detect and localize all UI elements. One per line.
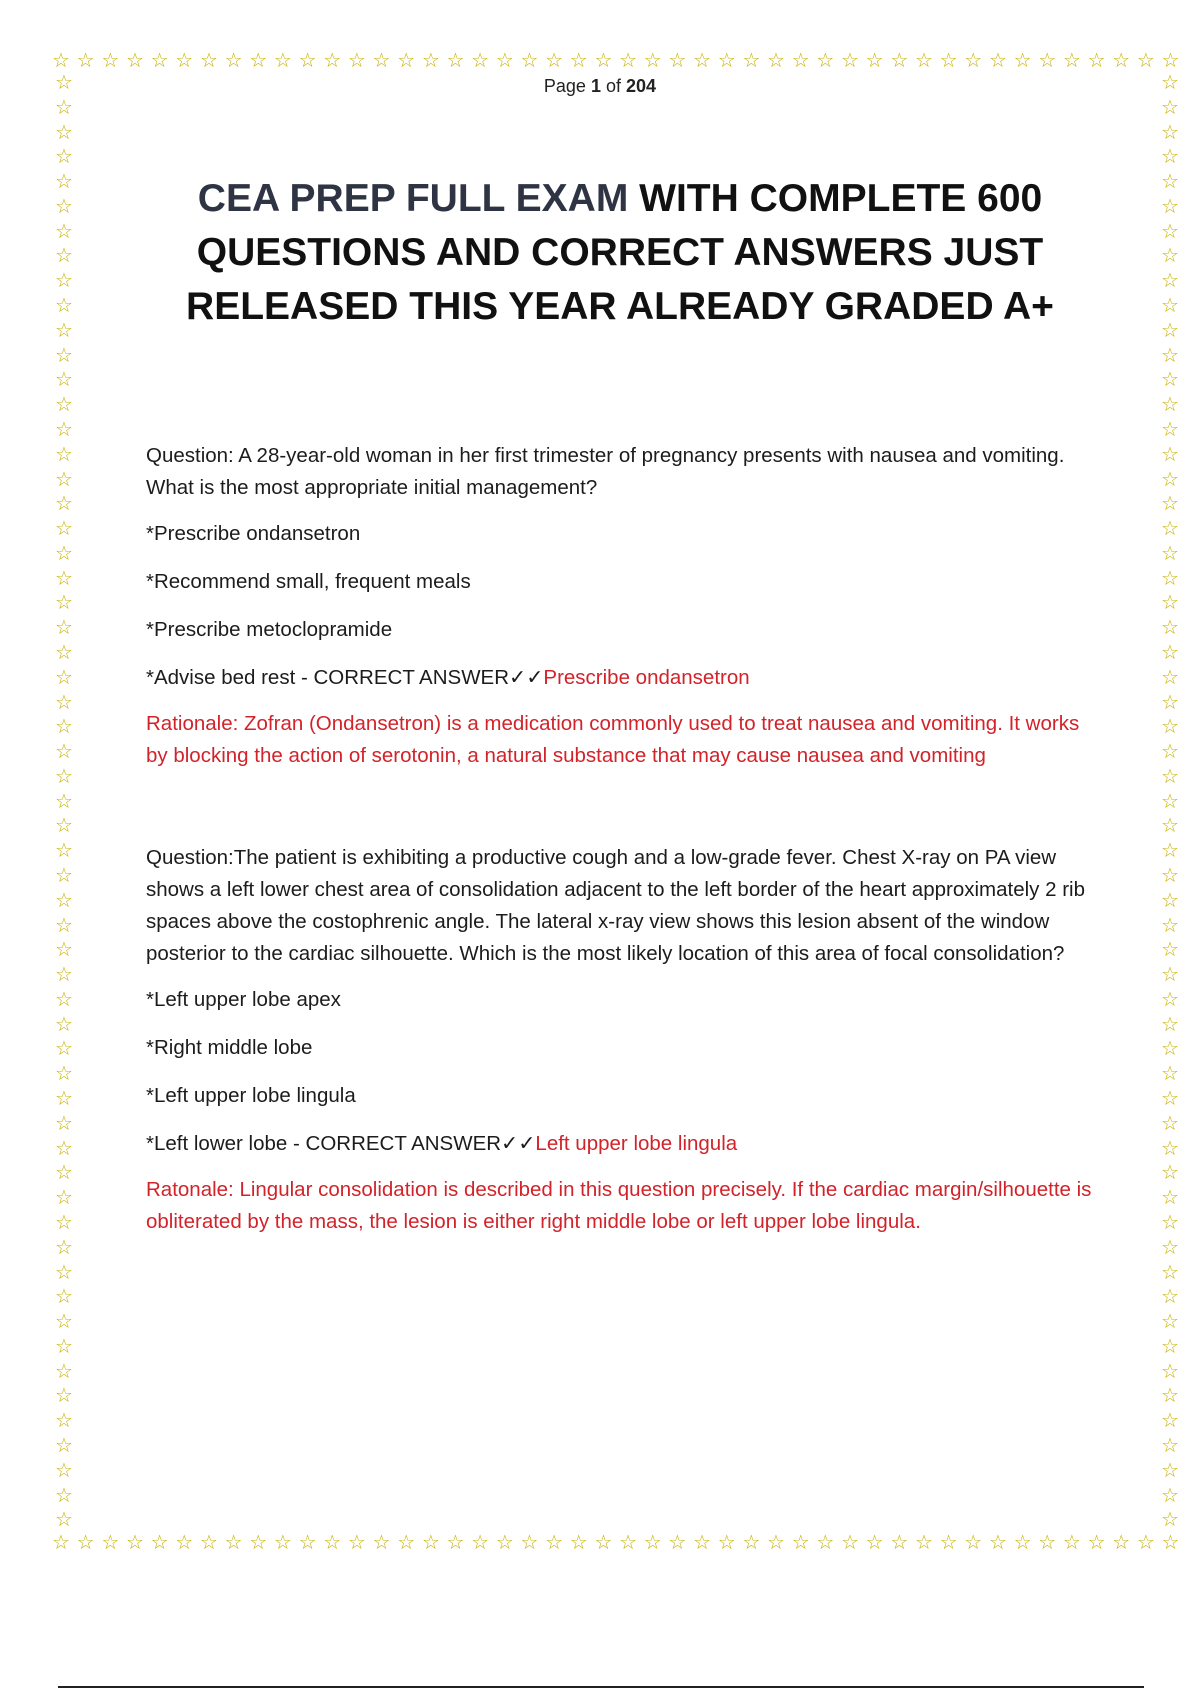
star-icon: ☆ (1161, 739, 1179, 764)
star-icon: ☆ (55, 491, 73, 516)
option-item: *Recommend small, frequent meals (146, 570, 471, 593)
star-icon: ☆ (1161, 144, 1179, 169)
star-icon: ☆ (55, 1457, 73, 1482)
star-icon: ☆ (1161, 94, 1179, 119)
star-icon: ☆ (1161, 1507, 1179, 1532)
star-icon: ☆ (914, 48, 933, 72)
star-icon: ☆ (55, 1160, 73, 1185)
star-icon: ☆ (1112, 1530, 1131, 1554)
star-icon: ☆ (55, 962, 73, 987)
star-icon: ☆ (1161, 838, 1179, 863)
star-icon: ☆ (717, 1530, 736, 1554)
star-icon: ☆ (1087, 1530, 1106, 1554)
document-title (150, 172, 1090, 334)
star-icon: ☆ (1013, 1530, 1032, 1554)
title-rest: WITH COMPLETE 600 QUESTIONS AND CORRECT ANSWERS JUST RELEASED THIS YEAR ALREADY GRADED A+ (186, 177, 1054, 328)
star-icon: ☆ (55, 1011, 73, 1036)
star-icon: ☆ (1161, 1160, 1179, 1185)
star-icon: ☆ (1136, 1530, 1155, 1554)
star-icon: ☆ (421, 48, 440, 72)
star-icon: ☆ (55, 1383, 73, 1408)
star-icon: ☆ (643, 1530, 662, 1554)
star-icon: ☆ (199, 1530, 218, 1554)
star-icon: ☆ (446, 1530, 465, 1554)
star-icon: ☆ (55, 70, 73, 94)
star-icon: ☆ (101, 1530, 120, 1554)
star-icon: ☆ (742, 48, 761, 72)
star-icon: ☆ (1038, 1530, 1057, 1554)
star-icon: ☆ (55, 94, 73, 119)
star-icon: ☆ (55, 813, 73, 838)
star-icon: ☆ (55, 788, 73, 813)
star-icon: ☆ (939, 48, 958, 72)
star-icon: ☆ (298, 1530, 317, 1554)
star-icon: ☆ (643, 48, 662, 72)
star-icon: ☆ (471, 1530, 490, 1554)
star-icon: ☆ (55, 516, 73, 541)
question-block-2 (146, 842, 1096, 1238)
star-icon: ☆ (55, 1185, 73, 1210)
star-icon: ☆ (347, 48, 366, 72)
star-icon: ☆ (55, 1036, 73, 1061)
star-icon: ☆ (1161, 912, 1179, 937)
star-icon: ☆ (125, 48, 144, 72)
star-icon: ☆ (988, 1530, 1007, 1554)
star-icon: ☆ (1161, 1234, 1179, 1259)
star-icon: ☆ (55, 466, 73, 491)
star-icon: ☆ (1161, 293, 1179, 318)
star-icon: ☆ (1161, 119, 1179, 144)
star-icon: ☆ (1161, 218, 1179, 243)
star-icon: ☆ (55, 565, 73, 590)
star-icon: ☆ (1161, 565, 1179, 590)
star-icon: ☆ (693, 1530, 711, 1554)
star-icon: ☆ (55, 937, 73, 962)
star-icon: ☆ (55, 986, 73, 1011)
star-icon: ☆ (791, 48, 810, 72)
star-icon: ☆ (55, 763, 73, 788)
star-icon: ☆ (619, 1530, 638, 1554)
star-icon: ☆ (175, 48, 194, 72)
star-border-top (52, 48, 1180, 72)
star-icon: ☆ (1161, 243, 1179, 268)
star-icon: ☆ (421, 1530, 440, 1554)
star-icon: ☆ (1161, 169, 1179, 194)
question-text: Question: A 28-year-old woman in her first trimester of pregnancy presents with nausea and vomiting. What is the most appropriate initial management? (146, 444, 1065, 499)
star-icon: ☆ (55, 1110, 73, 1135)
star-icon: ☆ (717, 48, 736, 72)
star-icon: ☆ (55, 863, 73, 887)
star-icon: ☆ (55, 540, 73, 565)
rationale-text: Rationale: Zofran (Ondansetron) is a medication commonly used to treat nausea and vomiting. It works by blocking the action of serotonin, a natural substance that may cause nausea and vomiting (146, 712, 1080, 767)
star-border-right (1158, 72, 1182, 1530)
star-icon: ☆ (1161, 1036, 1179, 1061)
correct-answer: Prescribe ondansetron (543, 666, 750, 689)
star-icon: ☆ (1161, 268, 1179, 293)
star-icon: ☆ (1161, 466, 1179, 491)
star-icon: ☆ (1161, 1408, 1179, 1433)
star-icon: ☆ (1161, 1011, 1179, 1036)
star-icon: ☆ (199, 48, 218, 72)
footer-rule (58, 1686, 1144, 1688)
star-icon: ☆ (1161, 664, 1179, 689)
star-icon: ☆ (298, 48, 317, 72)
star-icon: ☆ (150, 48, 169, 72)
star-icon: ☆ (55, 293, 73, 318)
star-icon: ☆ (55, 441, 73, 466)
star-icon: ☆ (1161, 1383, 1179, 1408)
star-icon: ☆ (55, 838, 73, 863)
star-icon: ☆ (742, 1530, 761, 1554)
star-icon: ☆ (1161, 1309, 1179, 1334)
star-icon: ☆ (55, 1358, 73, 1383)
star-icon: ☆ (1161, 317, 1179, 342)
star-icon: ☆ (1161, 1061, 1179, 1086)
star-icon: ☆ (224, 1530, 243, 1554)
star-icon: ☆ (594, 1530, 613, 1554)
correct-answer-line (146, 662, 1096, 694)
star-icon: ☆ (76, 48, 95, 72)
star-icon: ☆ (594, 48, 613, 72)
star-icon: ☆ (55, 1333, 73, 1358)
star-icon: ☆ (55, 1482, 73, 1507)
star-icon: ☆ (1161, 70, 1179, 94)
star-icon: ☆ (55, 1234, 73, 1259)
star-icon: ☆ (175, 1530, 194, 1554)
star-icon: ☆ (372, 1530, 391, 1554)
page-separator: of (606, 76, 622, 96)
star-icon: ☆ (1161, 1086, 1179, 1111)
star-border-left (52, 72, 76, 1530)
star-icon: ☆ (52, 48, 70, 72)
page-indicator (0, 76, 1200, 97)
star-icon: ☆ (55, 1408, 73, 1433)
star-icon: ☆ (55, 590, 73, 615)
star-icon: ☆ (1161, 342, 1179, 367)
star-icon: ☆ (964, 1530, 983, 1554)
star-icon: ☆ (1161, 1185, 1179, 1210)
star-icon: ☆ (1087, 48, 1106, 72)
star-icon: ☆ (1161, 392, 1179, 417)
star-icon: ☆ (55, 342, 73, 367)
star-border-bottom (52, 1530, 1180, 1554)
star-icon: ☆ (55, 1284, 73, 1309)
spacer (146, 772, 1096, 842)
star-icon: ☆ (55, 119, 73, 144)
star-icon: ☆ (55, 664, 73, 689)
star-icon: ☆ (1161, 986, 1179, 1011)
star-icon: ☆ (1161, 863, 1179, 887)
question-list (146, 440, 1096, 1238)
star-icon: ☆ (249, 1530, 268, 1554)
star-icon: ☆ (914, 1530, 933, 1554)
star-icon: ☆ (1136, 48, 1155, 72)
star-icon: ☆ (841, 48, 859, 72)
star-icon: ☆ (55, 1086, 73, 1111)
star-icon: ☆ (55, 714, 73, 739)
star-icon: ☆ (668, 1530, 687, 1554)
star-icon: ☆ (1161, 1482, 1179, 1507)
star-icon: ☆ (791, 1530, 810, 1554)
star-icon: ☆ (520, 48, 539, 72)
star-icon: ☆ (1161, 615, 1179, 640)
star-icon: ☆ (55, 1061, 73, 1086)
star-icon: ☆ (55, 912, 73, 937)
star-icon: ☆ (1161, 540, 1179, 565)
star-icon: ☆ (397, 48, 416, 72)
option-item: *Left upper lobe lingula (146, 1084, 356, 1107)
star-icon: ☆ (1161, 1209, 1179, 1234)
star-icon: ☆ (55, 367, 73, 392)
star-icon: ☆ (890, 48, 909, 72)
star-icon: ☆ (495, 48, 514, 72)
star-icon: ☆ (55, 1432, 73, 1457)
star-icon: ☆ (1161, 193, 1179, 218)
star-icon: ☆ (55, 1259, 73, 1284)
star-icon: ☆ (1161, 763, 1179, 788)
star-icon: ☆ (471, 48, 490, 72)
star-icon: ☆ (1161, 590, 1179, 615)
page-total: 204 (626, 76, 657, 96)
star-icon: ☆ (323, 1530, 342, 1554)
star-icon: ☆ (1161, 1333, 1179, 1358)
star-icon: ☆ (1161, 813, 1179, 838)
star-icon: ☆ (1161, 1457, 1179, 1482)
title-accent: CEA PREP FULL EXAM (197, 177, 629, 220)
star-icon: ☆ (865, 1530, 884, 1554)
star-icon: ☆ (1161, 962, 1179, 987)
star-icon: ☆ (55, 689, 73, 714)
star-icon: ☆ (520, 1530, 539, 1554)
star-icon: ☆ (323, 48, 342, 72)
star-icon: ☆ (101, 48, 120, 72)
star-icon: ☆ (55, 193, 73, 218)
star-icon: ☆ (668, 48, 687, 72)
correct-answer-line (146, 1128, 1096, 1160)
page-current: 1 (590, 76, 601, 96)
star-icon: ☆ (55, 218, 73, 243)
star-icon: ☆ (1161, 1284, 1179, 1309)
question-text: Question:The patient is exhibiting a productive cough and a low-grade fever. Chest X-ray on PA view shows a left lower chest area of consolidation adjacent to the left border of the heart approximately 2 rib spaces above the costophrenic angle. The lateral x-ray view shows this lesion absent of the window posterior to the cardiac silhouette. Which is the most likely location of this area of focal consolidation? (146, 846, 1085, 965)
star-icon: ☆ (55, 317, 73, 342)
star-icon: ☆ (1062, 1530, 1081, 1554)
star-icon: ☆ (988, 48, 1007, 72)
star-icon: ☆ (55, 416, 73, 441)
question-block-1 (146, 440, 1096, 772)
star-icon: ☆ (767, 1530, 785, 1554)
star-icon: ☆ (545, 48, 564, 72)
star-icon: ☆ (841, 1530, 859, 1554)
star-icon: ☆ (1161, 788, 1179, 813)
star-icon: ☆ (1161, 416, 1179, 441)
star-icon: ☆ (1161, 1358, 1179, 1383)
star-icon: ☆ (569, 48, 588, 72)
star-icon: ☆ (55, 169, 73, 194)
star-icon: ☆ (55, 739, 73, 764)
star-icon: ☆ (545, 1530, 564, 1554)
star-icon: ☆ (1161, 887, 1179, 912)
star-icon: ☆ (224, 48, 243, 72)
star-icon: ☆ (619, 48, 638, 72)
star-icon: ☆ (1161, 491, 1179, 516)
rationale-text: Ratonale: Lingular consolidation is described in this question precisely. If the cardiac margin/silhouette is obliterated by the mass, the lesion is either right middle lobe or left upper lobe lingula. (146, 1178, 1092, 1233)
star-icon: ☆ (890, 1530, 909, 1554)
star-icon: ☆ (1161, 689, 1179, 714)
star-icon: ☆ (1161, 48, 1180, 72)
star-icon: ☆ (693, 48, 711, 72)
star-icon: ☆ (964, 48, 983, 72)
star-icon: ☆ (939, 1530, 958, 1554)
star-icon: ☆ (1038, 48, 1057, 72)
star-icon: ☆ (569, 1530, 588, 1554)
option-item: *Advise bed rest - CORRECT ANSWER✓✓ (146, 666, 544, 689)
option-item: *Prescribe ondansetron (146, 522, 361, 545)
star-icon: ☆ (1161, 714, 1179, 739)
star-icon: ☆ (1161, 1259, 1179, 1284)
star-icon: ☆ (1161, 937, 1179, 962)
star-icon: ☆ (495, 1530, 514, 1554)
star-icon: ☆ (55, 615, 73, 640)
star-icon: ☆ (273, 1530, 292, 1554)
star-icon: ☆ (249, 48, 268, 72)
star-icon: ☆ (1161, 1110, 1179, 1135)
star-icon: ☆ (55, 1309, 73, 1334)
star-icon: ☆ (55, 392, 73, 417)
star-icon: ☆ (55, 639, 73, 664)
star-icon: ☆ (397, 1530, 416, 1554)
star-icon: ☆ (55, 268, 73, 293)
star-icon: ☆ (347, 1530, 366, 1554)
option-item: *Prescribe metoclopramide (146, 618, 393, 641)
star-icon: ☆ (55, 1135, 73, 1160)
star-icon: ☆ (1161, 1432, 1179, 1457)
star-icon: ☆ (55, 887, 73, 912)
star-icon: ☆ (76, 1530, 95, 1554)
star-icon: ☆ (273, 48, 292, 72)
star-icon: ☆ (55, 1507, 73, 1532)
star-icon: ☆ (372, 48, 391, 72)
star-icon: ☆ (816, 48, 835, 72)
star-icon: ☆ (1161, 516, 1179, 541)
star-icon: ☆ (55, 243, 73, 268)
star-icon: ☆ (52, 1530, 70, 1554)
star-icon: ☆ (1161, 441, 1179, 466)
star-icon: ☆ (1112, 48, 1131, 72)
star-icon: ☆ (125, 1530, 144, 1554)
star-icon: ☆ (1161, 639, 1179, 664)
option-item: *Left lower lobe - CORRECT ANSWER✓✓ (146, 1132, 536, 1155)
option-item: *Right middle lobe (146, 1036, 313, 1059)
page-prefix: Page (543, 76, 586, 96)
option-item: *Left upper lobe apex (146, 988, 341, 1011)
star-icon: ☆ (150, 1530, 169, 1554)
correct-answer: Left upper lobe lingula (535, 1132, 738, 1155)
star-icon: ☆ (1013, 48, 1032, 72)
star-icon: ☆ (55, 1209, 73, 1234)
star-icon: ☆ (865, 48, 884, 72)
star-icon: ☆ (446, 48, 465, 72)
star-icon: ☆ (1161, 367, 1179, 392)
star-icon: ☆ (767, 48, 785, 72)
star-icon: ☆ (1161, 1135, 1179, 1160)
star-icon: ☆ (1062, 48, 1081, 72)
star-icon: ☆ (1161, 1530, 1180, 1554)
star-icon: ☆ (55, 144, 73, 169)
star-icon: ☆ (816, 1530, 835, 1554)
